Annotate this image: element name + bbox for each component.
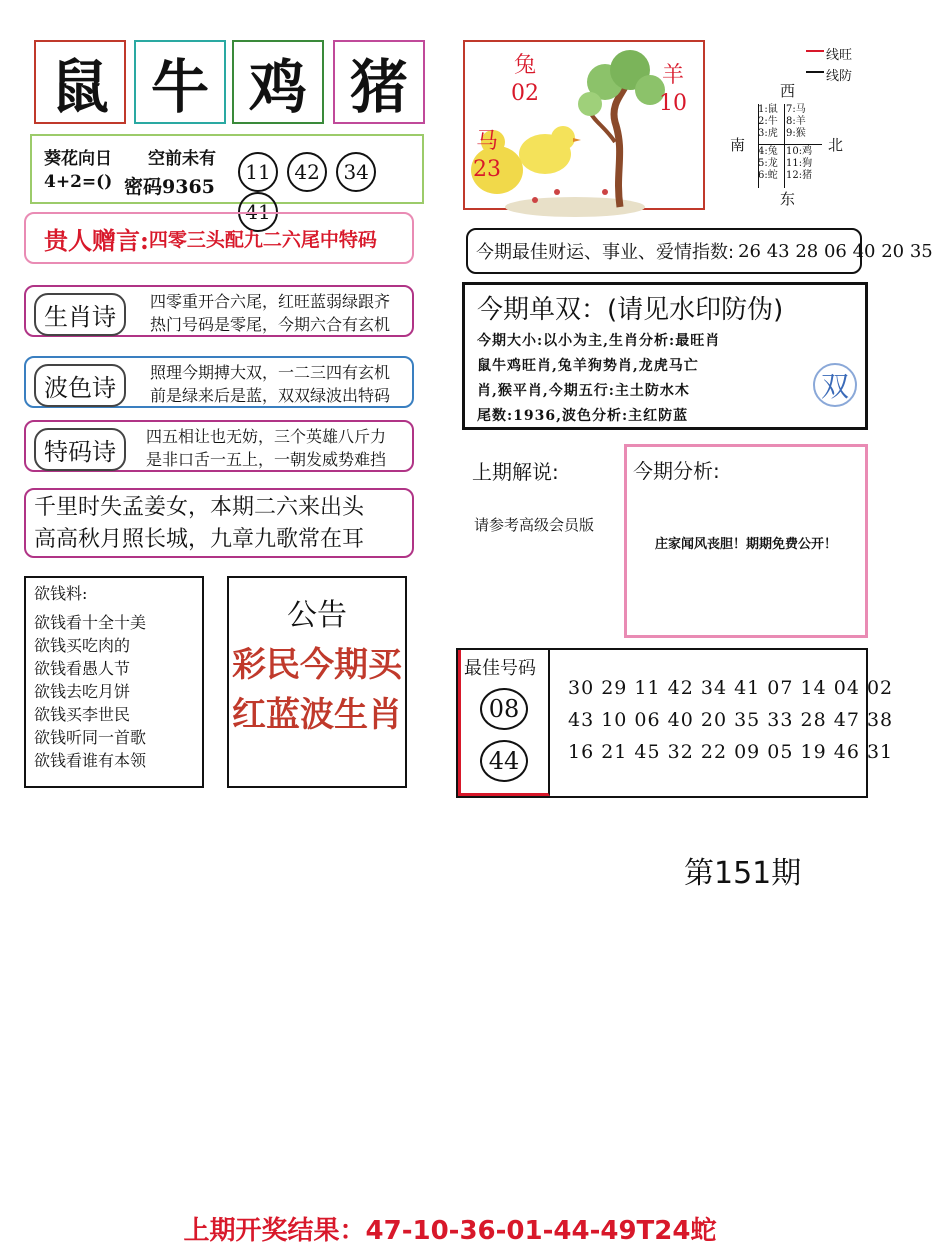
danshuang-line1: 今期大小:以小为主,生肖分析:最旺肖: [477, 333, 721, 349]
picture-rabbit-num: 02: [511, 81, 539, 106]
danshuang-line3: 肖,猴平肖,今期五行:主土防水木: [477, 383, 690, 399]
compass-north: 北: [828, 136, 844, 154]
picture-rabbit-name: 兔: [513, 53, 536, 78]
shuang-stamp: 双: [813, 363, 857, 407]
picture-horse-num: 23: [473, 157, 501, 182]
tema-poem-label: 特码诗: [34, 428, 126, 471]
legend-wang: 线旺: [826, 48, 853, 63]
riddle-line1b: 空前未有: [148, 149, 216, 169]
danshuang-box: [462, 282, 868, 430]
compass-cell: 2:牛: [758, 116, 778, 127]
shengxiao-poem-box: [24, 285, 414, 337]
compass-left-col: [758, 104, 784, 182]
yuqian-title: 欲钱料:: [34, 584, 88, 603]
compass-south: 南: [730, 136, 746, 154]
compass-cell: 8:羊: [786, 116, 806, 127]
number-row: 16 21 45 32 22 09 05 19 46 31: [568, 741, 894, 763]
compass-cell: 1:鼠: [758, 104, 778, 115]
compass-cell: 9:猴: [786, 128, 806, 139]
analysis-box: [624, 444, 868, 638]
notice-box: [227, 576, 407, 788]
tema-poem-box: [24, 420, 414, 472]
couplet-box: [24, 488, 414, 558]
zodiac-picture: [463, 40, 705, 210]
couplet-line2: 高高秋月照长城，九章九歌常在耳: [34, 527, 365, 552]
fortune-box: [466, 228, 933, 274]
compass-cell: 11:狗: [786, 158, 813, 169]
best-numbers-box: [456, 648, 894, 798]
legend-fang: 线防: [826, 69, 853, 84]
bose-poem-box: [24, 356, 414, 408]
ball: 11: [238, 152, 278, 192]
notice-line1: 彩民今期买: [232, 645, 402, 685]
zodiac-box-rooster: 鸡: [232, 40, 324, 124]
number-row: 43 10 06 40 20 35 33 28 47 38: [568, 709, 894, 731]
riddle-line2a: 4+2=(): [44, 172, 113, 192]
guiren-box: [24, 212, 414, 264]
danshuang-title: 今期单双：(请见水印防伪): [477, 295, 784, 325]
picture-horse-name: 马: [475, 129, 498, 154]
fortune-numbers: 26 43 28 06 40 20 35: [738, 240, 933, 262]
zodiac-box-pig: 猪: [333, 40, 425, 124]
compass-cell: 12:猪: [786, 170, 813, 181]
zodiac-box-rat: 鼠: [34, 40, 126, 124]
danshuang-line2: 鼠牛鸡旺肖,兔羊狗势肖,龙虎马亡: [477, 358, 699, 374]
ball: 42: [287, 152, 327, 192]
picture-sheep-num: 10: [659, 91, 687, 116]
riddle-line1a: 葵花向日: [44, 149, 112, 169]
issue-number: 第151期: [684, 856, 802, 891]
tema-poem-line1: 四五相让也无妨，三个英雄八斤力: [146, 427, 387, 446]
shengxiao-poem-line2: 热门号码是零尾，今期六合有玄机: [150, 315, 391, 334]
best-ball: 08: [480, 688, 528, 730]
ball: 34: [336, 152, 376, 192]
guiren-title: 贵人赠言:: [44, 225, 149, 255]
last-explain-text: 请参考高级会员版: [474, 516, 595, 534]
compass-cell: 4:兔: [758, 146, 778, 157]
ball: 41: [238, 192, 278, 232]
notice-line2: 红蓝波生肖: [232, 695, 402, 735]
shengxiao-poem-label: 生肖诗: [34, 293, 126, 336]
bose-poem-label: 波色诗: [34, 364, 126, 407]
compass-east: 东: [780, 190, 796, 208]
best-numbers-rows: [568, 672, 893, 768]
compass-cell: 7:马: [786, 104, 806, 115]
analysis-title: 今期分析:: [633, 459, 720, 483]
list-item: 欲钱看愚人节: [34, 659, 131, 678]
riddle-line2b: 密码9365: [124, 176, 215, 198]
compass-cell: 3:虎: [758, 128, 778, 139]
compass-right-col: [786, 104, 820, 182]
shengxiao-poem-line1: 四零重开合六尾，红旺蓝弱绿跟齐: [150, 292, 391, 311]
compass-west: 西: [780, 82, 796, 100]
bose-poem-line2: 前是绿来后是蓝，双双绿波出特码: [150, 386, 391, 405]
picture-sheep-name: 羊: [661, 63, 684, 88]
last-explain-title: 上期解说:: [472, 460, 559, 484]
fortune-label: 今期最佳财运、事业、爱情指数:: [476, 242, 735, 263]
compass: [722, 40, 892, 215]
list-item: 欲钱买李世民: [34, 705, 131, 724]
yuqian-box: [24, 576, 204, 788]
danshuang-line4: 尾数:1936,波色分析:主红防蓝: [477, 408, 689, 424]
list-item: 欲钱去吃月饼: [34, 682, 131, 701]
notice-title: 公告: [287, 598, 347, 633]
best-numbers-title: 最佳号码: [464, 658, 536, 679]
number-row: 30 29 11 42 34 41 07 14 04 02: [568, 677, 894, 699]
list-item: 欲钱听同一首歌: [34, 728, 147, 747]
last-result: 上期开奖结果：47-10-36-01-44-49T24蛇: [183, 1216, 717, 1246]
tema-poem-line2: 是非口舌一五上，一朝发威势难挡: [146, 450, 387, 469]
list-item: 欲钱看谁有本领: [34, 751, 147, 770]
compass-cell: 5:龙: [758, 158, 778, 169]
best-ball: 44: [480, 740, 528, 782]
list-item: 欲钱买吃肉的: [34, 636, 131, 655]
riddle-box: [30, 134, 424, 224]
analysis-text: 庄家闻风丧胆！期期免费公开！: [654, 537, 837, 552]
bose-poem-line1: 照理今期搏大双，一二三四有玄机: [150, 363, 391, 382]
guiren-text: 四零三头配九二六尾中特码: [148, 228, 377, 251]
compass-cell: 10:鸡: [786, 146, 813, 157]
zodiac-box-ox: 牛: [134, 40, 226, 124]
couplet-line1: 千里时失孟姜女，本期二六来出头: [34, 495, 365, 520]
compass-cell: 6:蛇: [758, 170, 778, 181]
list-item: 欲钱看十全十美: [34, 613, 147, 632]
